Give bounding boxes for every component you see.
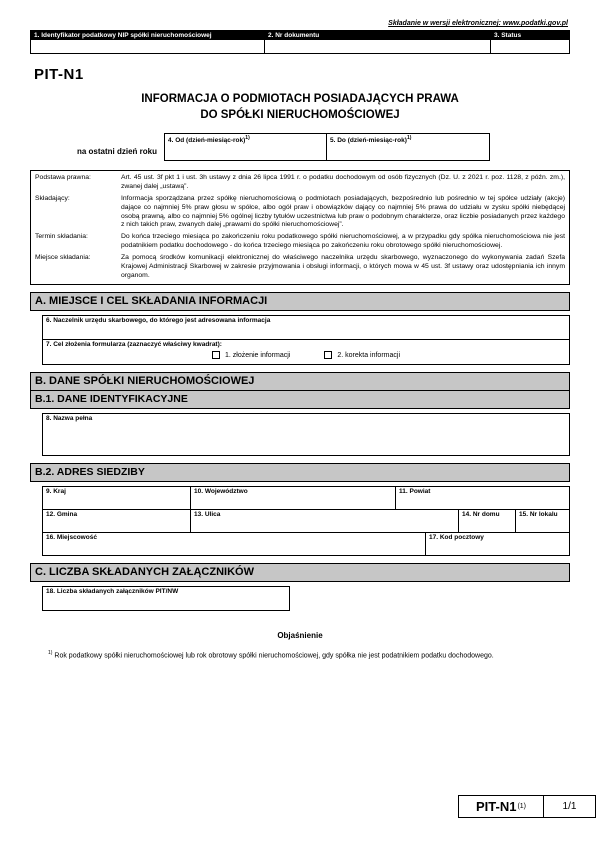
option-korekta bbox=[324, 351, 400, 359]
field-8-company-name bbox=[42, 413, 570, 456]
field-7-label: 7. Cel złożenia formularza (zaznaczyć właściwy kwadrat): bbox=[46, 341, 222, 349]
zlozenie-checkbox[interactable] bbox=[212, 351, 220, 359]
powiat-input[interactable] bbox=[396, 496, 569, 509]
field-6-input[interactable] bbox=[43, 325, 569, 339]
field-10-voivodeship bbox=[191, 487, 396, 509]
legal-text: Art. 45 ust. 3f pkt 1 i ust. 3h ustawy z dnia 26 lipca 1991 r. o podatku dochodowym od osób fizycznych (Dz. U. z 2021 r. poz. 1128, z późn. zm.), zwanej dalej „ustawą”. bbox=[121, 174, 565, 191]
section-b-header: B. DANE SPÓŁKI NIERUCHOMOŚCIOWEJ bbox=[30, 372, 570, 391]
field-18-attachments bbox=[42, 586, 290, 611]
kod-pocztowy-input[interactable] bbox=[426, 542, 569, 555]
field-12-commune bbox=[43, 510, 191, 532]
form-title-line1: INFORMACJA O PODMIOTACH POSIADAJĄCYCH PRAWA bbox=[141, 93, 459, 105]
field-11-label: 11. Powiat bbox=[399, 488, 431, 496]
nip-label: 1. Identyfikator podatkowy NIP spółki nieruchomościowej bbox=[31, 31, 264, 40]
field-8-input[interactable] bbox=[43, 423, 569, 455]
option-zlozenie-label: 1. złożenie informacji bbox=[224, 351, 291, 359]
section-b1-body bbox=[42, 413, 570, 456]
date-to-input[interactable] bbox=[327, 145, 489, 160]
legal-row-termin bbox=[35, 233, 565, 251]
ulica-input[interactable] bbox=[191, 519, 458, 532]
date-from-input[interactable] bbox=[165, 145, 326, 160]
legal-label: Termin składania: bbox=[35, 233, 88, 241]
period-datebox bbox=[164, 133, 490, 161]
kraj-input[interactable] bbox=[43, 496, 190, 509]
page-number-box: 1/1 bbox=[544, 795, 596, 818]
date-to-field bbox=[327, 134, 489, 160]
nip-input[interactable] bbox=[31, 40, 264, 53]
field-6-label: 6. Naczelnik urzędu skarbowego, do którego jest adresowana informacja bbox=[46, 317, 271, 325]
doc-no-field bbox=[265, 31, 491, 53]
nr-lokalu-input[interactable] bbox=[516, 519, 569, 532]
footnote-text: Rok podatkowy spółki nieruchomościowej lub rok obrotowy spółki nieruchomościowej, gdy spółka nie jest podatnikiem podatku dochodowego. bbox=[54, 652, 494, 660]
section-b2-header: B.2. ADRES SIEDZIBY bbox=[30, 463, 570, 482]
form-code-heading: PIT-N1 bbox=[34, 66, 84, 83]
legal-text: Za pomocą środków komunikacji elektronicznej do właściwego naczelnika urzędu skarbowego, wyznaczonego do wykonywania zadań Szefa Krajowej Administracji Skarbowej w zakresie przyjmowania i obsługi informacji, o których mowa w 45 ust. 3f ustawy oraz udostępniania ich innym organom. bbox=[121, 253, 565, 279]
section-c-body bbox=[42, 586, 570, 611]
form-version: (1) bbox=[517, 803, 527, 810]
section-a-body bbox=[42, 315, 570, 365]
period-row bbox=[30, 133, 570, 161]
identification-header-row bbox=[30, 30, 570, 54]
legal-row-miejsce bbox=[35, 254, 565, 280]
status-input[interactable] bbox=[491, 40, 569, 53]
legal-row-podstawa bbox=[35, 174, 565, 192]
doc-no-input[interactable] bbox=[265, 40, 490, 53]
date-from-field bbox=[165, 134, 327, 160]
address-row-1 bbox=[43, 487, 569, 510]
legal-row-skladajacy bbox=[35, 195, 565, 230]
field-13-label: 13. Ulica bbox=[194, 511, 221, 519]
field-13-street bbox=[191, 510, 459, 532]
field-15-label: 15. Nr lokalu bbox=[519, 511, 558, 519]
section-c-header: C. LICZBA SKŁADANYCH ZAŁĄCZNIKÓW bbox=[30, 563, 570, 582]
address-grid bbox=[42, 486, 570, 556]
legal-text: Do końca trzeciego miesiąca po zakończeniu roku podatkowego spółki nieruchomościowej, a w przypadku gdy spółka nieruchomościowa nie jest podatnikiem podatku dochodowego - do końca trzeciego miesiąca po zakończeniu roku obrotowego spółki nieruchomościowej. bbox=[121, 233, 565, 250]
address-row-2 bbox=[43, 510, 569, 533]
form-title-line2: DO SPÓŁKI NIERUCHOMOŚCIOWEJ bbox=[200, 109, 400, 122]
field-17-label: 17. Kod pocztowy bbox=[429, 534, 484, 542]
field-14-house-no bbox=[459, 510, 516, 532]
period-label: na ostatni dzień roku bbox=[76, 147, 157, 157]
status-label: 3. Status bbox=[491, 31, 569, 40]
legal-text: Informacja sporządzana przez spółkę nieruchomościową o podmiotach posiadających, bezpośrednio lub pośrednio w tej spółce udziały (akcje) dające co najmniej 5% praw głosu w spółce, albo ogół praw i obowiązków dający co najmniej 5% prawa do udziału w zysku spółki niebędącej osobą prawną, albo co najmniej 5% ogólnej liczby tytułów uczestnictwa lub praw o podobnym charakterze, oraz liczbie posiadanych przez każdego z nich takich praw, zwanych dalej „prawami do spółki nieruchomościowej”. bbox=[121, 195, 565, 229]
date-to-footnote-ref: 1) bbox=[406, 135, 412, 142]
legal-info-block bbox=[30, 170, 570, 285]
date-from-label: 4. Od (dzień-miesiąc-rok)$^{1)}$ bbox=[168, 135, 250, 145]
address-row-3 bbox=[43, 533, 569, 555]
field-18-input[interactable] bbox=[43, 596, 289, 610]
field-11-county bbox=[396, 487, 569, 509]
field-6-tax-office bbox=[42, 315, 570, 340]
nip-field bbox=[31, 31, 265, 53]
section-b1-header: B.1. DANE IDENTYFIKACYJNE bbox=[30, 390, 570, 409]
field-7-purpose bbox=[42, 339, 570, 365]
status-field bbox=[491, 31, 569, 53]
date-from-footnote-ref: 1) bbox=[245, 135, 250, 142]
gmina-input[interactable] bbox=[43, 519, 190, 532]
doc-no-label: 2. Nr dokumentu bbox=[265, 31, 490, 40]
korekta-checkbox[interactable] bbox=[324, 351, 332, 359]
field-18-label: 18. Liczba składanych załączników PIT/NW bbox=[46, 588, 179, 596]
explanation-heading: Objaśnienie bbox=[277, 631, 323, 641]
wojewodztwo-input[interactable] bbox=[191, 496, 395, 509]
field-16-label: 16. Miejscowość bbox=[46, 534, 97, 542]
field-16-city bbox=[43, 533, 426, 555]
field-14-label: 14. Nr domu bbox=[462, 511, 500, 519]
form-title bbox=[30, 91, 570, 123]
option-korekta-label: 2. korekta informacji bbox=[337, 351, 400, 359]
legal-label: Podstawa prawna: bbox=[35, 174, 91, 182]
date-to-label: 5. Do (dzień-miesiąc-rok)$^{1)}$ bbox=[330, 135, 412, 145]
field-9-label: 9. Kraj bbox=[46, 488, 66, 496]
miejscowosc-input[interactable] bbox=[43, 542, 425, 555]
bottom-form-codes bbox=[458, 795, 596, 818]
field-10-label: 10. Województwo bbox=[194, 488, 248, 496]
form-code-box: PIT-N1 (1) bbox=[458, 795, 544, 818]
footnote-ref: 1) bbox=[48, 650, 53, 657]
form-content bbox=[30, 20, 570, 662]
efiling-note: Składanie w wersji elektronicznej: www.podatki.gov.pl bbox=[388, 20, 568, 27]
legal-label: Składający: bbox=[35, 195, 70, 202]
field-15-flat-no bbox=[516, 510, 569, 532]
nr-domu-input[interactable] bbox=[459, 519, 515, 532]
section-b2-body bbox=[42, 486, 570, 556]
footnote-1 bbox=[30, 650, 570, 661]
field-9-country bbox=[43, 487, 191, 509]
field-12-label: 12. Gmina bbox=[46, 511, 78, 519]
field-17-postal-code bbox=[426, 533, 569, 555]
legal-label: Miejsce składania: bbox=[35, 253, 91, 261]
purpose-options bbox=[43, 349, 569, 364]
field-8-label: 8. Nazwa pełna bbox=[46, 415, 93, 423]
section-a-header: A. MIEJSCE I CEL SKŁADANIA INFORMACJI bbox=[30, 292, 570, 311]
option-zlozenie bbox=[212, 351, 290, 359]
